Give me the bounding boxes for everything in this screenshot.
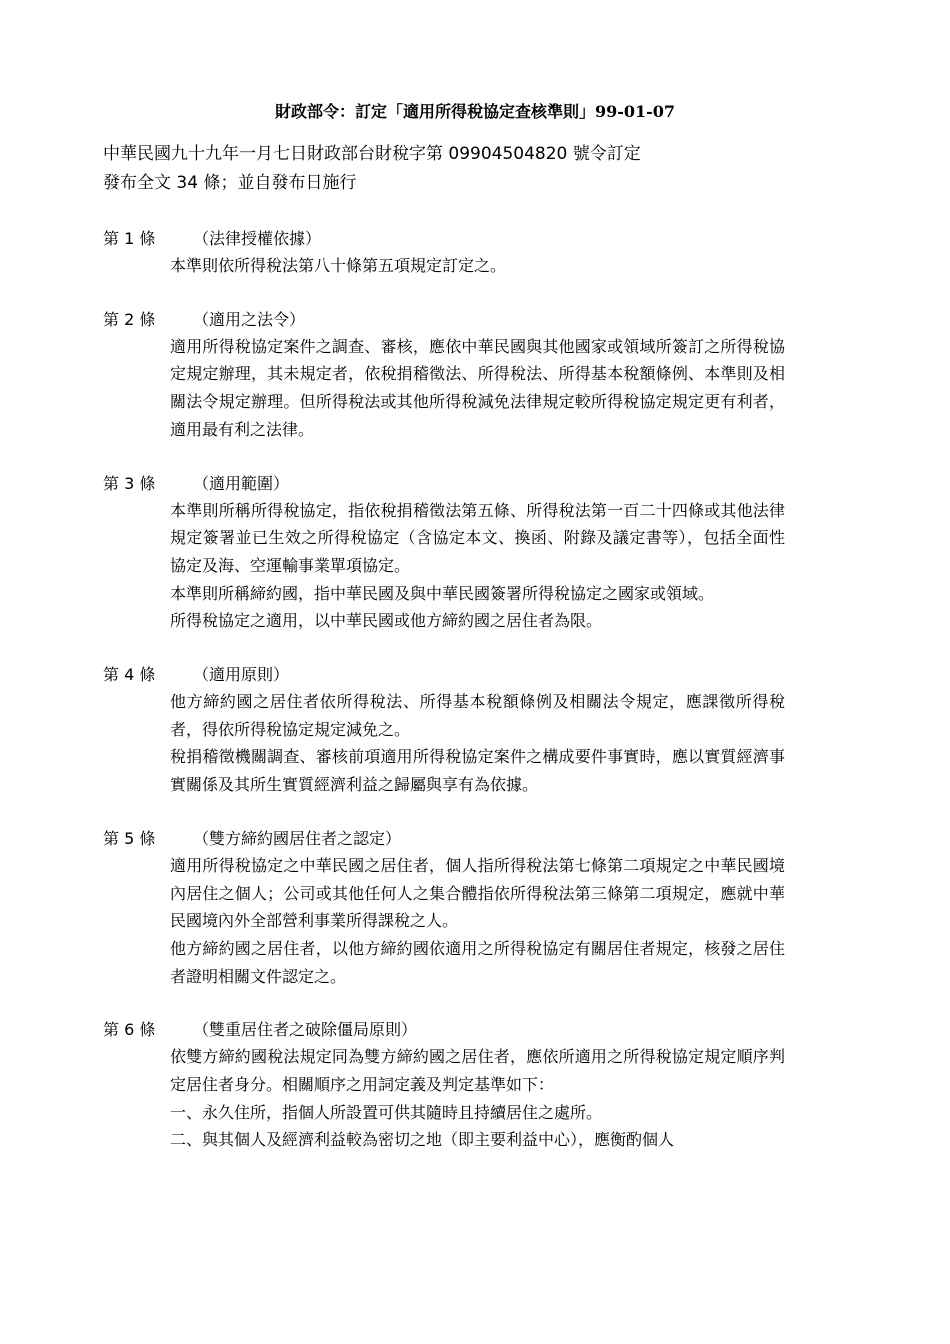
article-body [170, 852, 785, 991]
article-paragraph: 二、與其個人及經濟利益較為密切之地（即主要利益中心），應衡酌個人 [170, 1130, 675, 1150]
document-title: 財政部令：訂定「適用所得稅協定查核準則」99-01-07 [274, 102, 676, 121]
article-body [170, 252, 785, 280]
article-header [103, 662, 803, 688]
article-paragraph: 適用所得稅協定案件之調查、審核，應依中華民國與其他國家或領域所簽訂之所得稅協定規定辦理，其未規定者，依稅捐稽徵法、所得稅法、所得基本稅額條例、本準則及相關法令規定辦理。但所得稅法或其他所得稅減免法律規定較所得稅協定規定更有利者，適用最有利之法律。 [170, 336, 785, 439]
article-1 [103, 226, 803, 280]
article-number: 第 6 條 [103, 1020, 156, 1040]
article-header [103, 307, 803, 333]
article-number: 第 2 條 [103, 309, 156, 329]
decree-line-2: 發布全文 34 條；並自發布日施行 [103, 173, 357, 193]
article-paragraph: 本準則所稱所得稅協定，指依稅捐稽徵法第五條、所得稅法第一百二十四條或其他法律規定簽署並已生效之所得稅協定（含協定本文、換函、附錄及議定書等），包括全面性協定及海、空運輸事業單項協定。 [170, 500, 785, 575]
article-header [103, 471, 803, 497]
article-paragraph: 所得稅協定之適用，以中華民國或他方締約國之居住者為限。 [170, 611, 603, 631]
article-number: 第 1 條 [103, 229, 156, 248]
article-paragraph: 一、永久住所，指個人所設置可供其隨時且持續居住之處所。 [170, 1102, 603, 1122]
article-number: 第 5 條 [103, 828, 156, 848]
article-heading: （雙方締約國居住者之認定） [193, 828, 402, 848]
article-body [170, 1043, 785, 1154]
article-heading: （法律授權依據） [193, 229, 322, 248]
article-5 [103, 826, 803, 991]
article-header [103, 1017, 803, 1043]
article-4 [103, 662, 803, 799]
article-number: 第 4 條 [103, 665, 156, 685]
article-paragraph: 他方締約國之居住者依所得稅法、所得基本稅額條例及相關法令規定，應課徵所得稅者，得依所得稅協定規定減免之。 [170, 692, 785, 739]
article-heading: （適用之法令） [193, 309, 306, 329]
decree-line-1: 中華民國九十九年一月七日財政部台財稅字第 09904504820 號令訂定 [103, 144, 641, 164]
article-paragraph: 本準則所稱締約國，指中華民國及與中華民國簽署所得稅協定之國家或領域。 [170, 583, 715, 603]
articles-list [103, 226, 803, 1181]
article-6 [103, 1017, 803, 1154]
article-body [170, 333, 785, 444]
article-heading: （適用原則） [193, 665, 290, 685]
article-paragraph: 依雙方締約國稅法規定同為雙方締約國之居住者，應依所適用之所得稅協定規定順序判定居住者身分。相關順序之用詞定義及判定基準如下： [170, 1047, 785, 1095]
article-number: 第 3 條 [103, 473, 156, 493]
article-body [170, 497, 785, 636]
article-header [103, 226, 803, 252]
article-paragraph: 稅捐稽徵機關調查、審核前項適用所得稅協定案件之構成要件事實時，應以實質經濟事實關係及其所生實質經濟利益之歸屬與享有為依據。 [170, 747, 785, 795]
article-heading: （雙重居住者之破除僵局原則） [193, 1020, 418, 1040]
article-3 [103, 471, 803, 636]
decree-info [103, 140, 641, 198]
article-2 [103, 307, 803, 444]
article-paragraph: 本準則依所得稅法第八十條第五項規定訂定之。 [170, 256, 507, 275]
article-heading: （適用範圍） [193, 473, 290, 493]
article-paragraph: 適用所得稅協定之中華民國之居住者，個人指所得稅法第七條第二項規定之中華民國境內居住之個人；公司或其他任何人之集合體指依所得稅法第三條第二項規定，應就中華民國境內外全部營利事業所得課稅之人。 [170, 855, 785, 931]
article-body [170, 688, 785, 799]
article-paragraph: 他方締約國之居住者，以他方締約國依適用之所得稅協定有關居住者規定，核發之居住者證明相關文件認定之。 [170, 938, 785, 986]
article-header [103, 826, 803, 852]
